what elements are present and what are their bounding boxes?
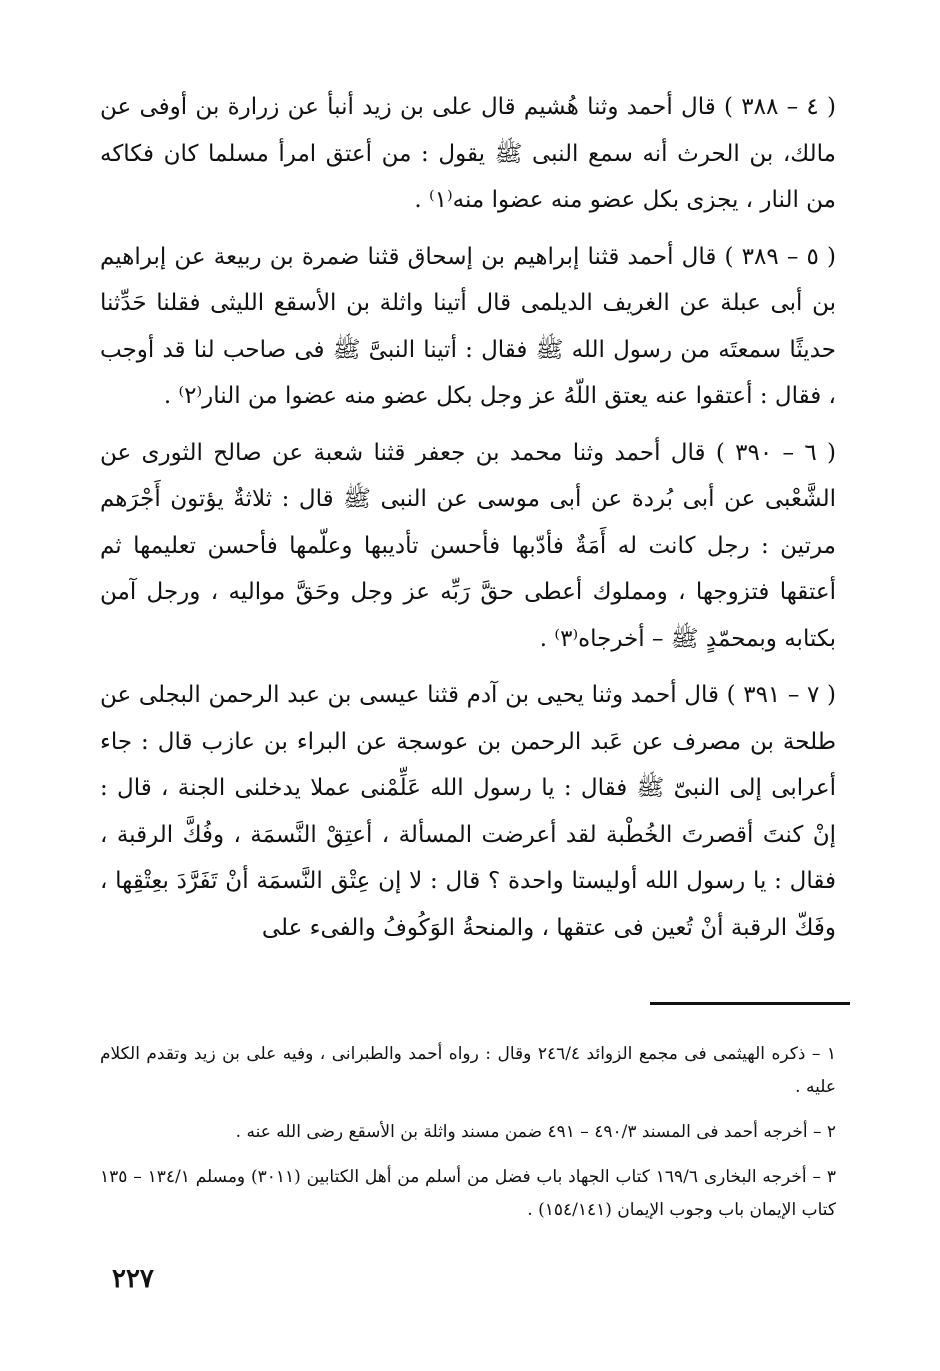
footnote-2: ٢ – أخرجه أحمد فى المسند ٤٩٠/٣ – ٤٩١ ضمن مسند واثلة بن الأسقع رضى الله عنه . [235,1122,836,1142]
footnote-3: ٣ – أخرجه البخارى ١٦٩/٦ كتاب الجهاد باب فضل من أسلم من أهل الكتابين (٣٠١١) ومسلم ١٣٤/١ – ١٣٥ كتاب الإيمان باب وجوب الإيمان (١٥٤/١٤١) . [100,1167,836,1220]
main-text [100,84,836,951]
footnotes [100,1038,836,1239]
hadith-paragraph-388: ( ٤ – ٣٨٨ ) قال أحمد وثنا هُشيم قال على بن زيد أنبأ عن زرارة بن أوفى عن مالك، بن الحرث أنه سمع النبى ﷺ يقول : من أعتق امرأ مسلما كان فكاكه من النار ، يجزى بكل عضو منه عضوا منه⁽١⁾ . [100,94,836,213]
hadith-paragraph-390: ( ٦ – ٣٩٠ ) قال أحمد وثنا محمد بن جعفر قثنا شعبة عن صالح الثورى عن الشَّعْبى عن أبى بُردة عن أبى موسى عن النبى ﷺ قال : ثلاثةٌ يؤتون أَجْرَهم مرتين : رجل كانت له أَمَةٌ فأدّبها فأحسن تأديبها وعلّمها فأحسن تعليمها ثم أعتقها فتزوجها ، ومملوك أعطى حقَّ رَبِّه عز وجل وحَقَّ مواليه ، ورجل آمن بكتابه وبمحمّدٍ ﷺ – أخرجاه⁽٣⁾ . [100,439,836,652]
page-number: ٢٢٧ [112,1264,154,1294]
hadith-paragraph-389: ( ٥ – ٣٨٩ ) قال أحمد قثنا إبراهيم بن إسحاق قثنا ضمرة بن ربيعة عن إبراهيم بن أبى عبلة عن الغريف الديلمى قال أتينا واثلة بن الأسقع الليثى فقلنا حَدِّثنا حديثًا سمعتَه من رسول الله ﷺ فقال : أتينا النبىَّ ﷺ فى صاحب لنا قد أوجب ، فقال : أعتقوا عنه يعتق اللّهُ عز وجل بكل عضو منه عضوا من النار⁽٢⁾ . [100,243,836,409]
footnote-separator [650,1002,850,1005]
footnote-1: ١ – ذكره الهيثمى فى مجمع الزوائد ٢٤٦/٤ وقال : رواه أحمد والطبرانى ، وفيه على بن زيد وتقدم الكلام عليه . [100,1044,836,1097]
hadith-paragraph-391: ( ٧ – ٣٩١ ) قال أحمد وثنا يحيى بن آدم قثنا عيسى بن عبد الرحمن البجلى عن طلحة بن مصرف عن عَبد الرحمن بن عوسجة عن البراء بن عازب قال : جاء أعرابى إلى النبىّ ﷺ فقال : يا رسول الله عَلِّمْنى عملا يدخلنى الجنة ، قال : إنْ كنتَ أقصرتَ الخُطْبة لقد أعرضت المسألة ، أعتِقْ النَّسمَة ، وفُكَّ الرقبة ، فقال : يا رسول الله أوليستا واحدة ؟ قال : لا إن عِتْق النَّسمَة أنْ تَفَرَّدَ بعِتْقِها ، وفَكّ الرقبة أنْ تُعين فى عتقها ، والمنحةُ الوَكُوفُ والفىء على [100,682,837,941]
